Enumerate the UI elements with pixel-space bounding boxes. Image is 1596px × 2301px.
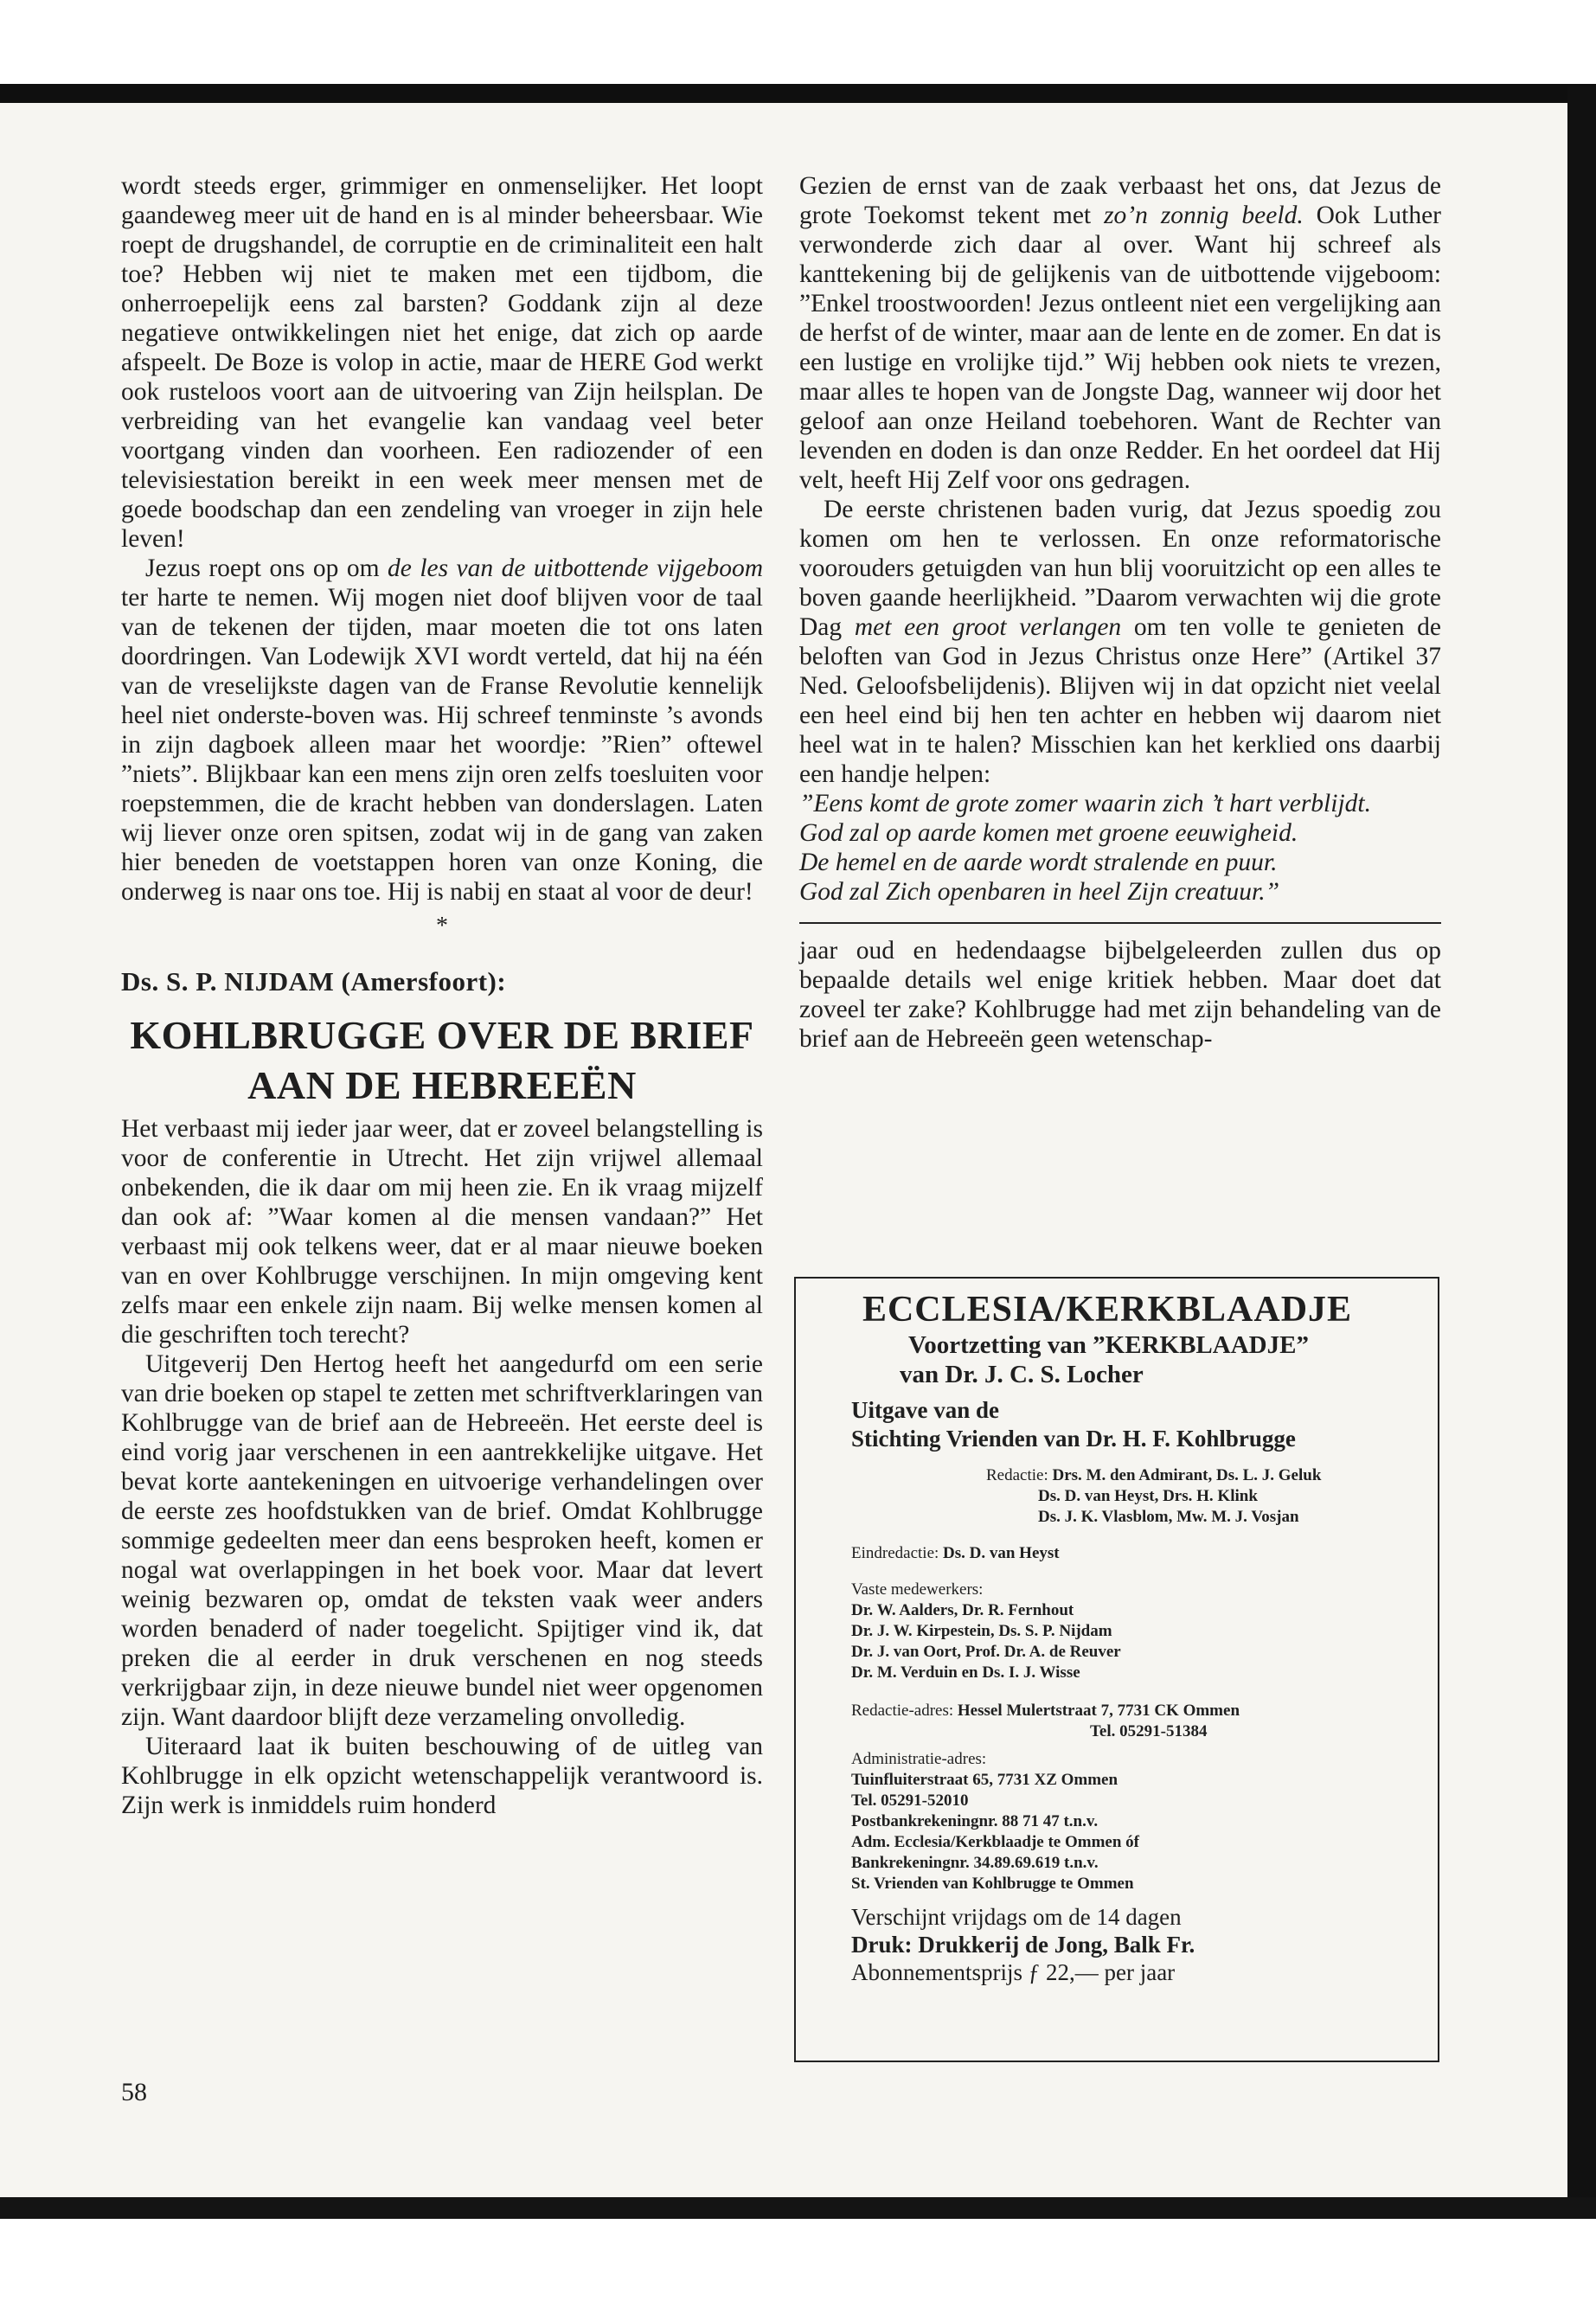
paragraph: jaar oud en hedendaagse bijbelgeleerden zullen dus op bepaalde details wel enige kritiek hebben. Maar doet dat zoveel ter zake? Kohlbrugge had met zijn behandeling van de brief aan de Hebreeën geen wetenschap- bbox=[799, 937, 1441, 1053]
admin-label: Administratie-adres: bbox=[851, 1750, 987, 1768]
article-author: Ds. S. P. NIJDAM (Amersfoort): bbox=[121, 966, 507, 997]
list-item: Postbankrekeningnr. 88 71 47 t.n.v. bbox=[851, 1812, 1099, 1830]
verschijnt-line: Verschijnt vrijdags om de 14 dagen bbox=[851, 1904, 1182, 1930]
list-item: St. Vrienden van Kohlbrugge te Ommen bbox=[851, 1875, 1134, 1893]
text: Ook Luther verwonderde zich daar al over. Want hij schreef als kanttekening bij de gelijkenis van de uitbottende vijgeboom: ”Enkel troostwoorden! Jezus ontleent niet een vergelijking aan de herfst of de winter, maar aan de lente en de zomer. En dat is een lustige en vrolijke tijd.” Wij hebben ook niets te vrezen, maar alles te hopen van de Jongste Dag, wanneer wij door het geloof aan onze Heiland toebehoren. Want de Rechter van levenden en doden is dan onze Redder. En het oordeel dat Hij velt, heeft Hij Zelf voor ons gedragen. bbox=[799, 202, 1441, 494]
list-item: Tel. 05291-52010 bbox=[851, 1791, 969, 1810]
value: Ds. D. van Heyst bbox=[943, 1544, 1060, 1562]
text: ter harte te nemen. Wij mogen niet doof blijven voor de taal van de tekenen der tijden, maar moeten die tot ons laten doordringen. Van Lodewijk XVI wordt verteld, dat hij na één van de vreselijkste dagen van de Franse Revolutie kennelijk heel niet onderste-boven was. Hij schreef tenminste ’s avonds in zijn dagboek alleen maar het woordje: ”Rien” oftewel ”niets”. Blijkbaar kan een mens zijn oren zelfs toesluiten voor roepstemmen, die de kracht hebben van donderslagen. Laten wij liever onze oren spitsen, zodat wij in de gang van zaken hier beneden de voetstappen horen van onze Koning, die onderweg is naar ons toe. Hij is nabij en staat al voor de deur! bbox=[121, 584, 763, 906]
label: Redactie: bbox=[986, 1466, 1053, 1484]
page-number: 58 bbox=[121, 2078, 147, 2106]
text: De eerste christenen baden vurig, dat Jezus spoedig zou komen om hen te verlossen. En onze reformatorische voorouders getuigden van hun blij vooruitzicht op een alles te boven gaande heerlijkheid. ”Daarom verwachten wij die grote Dag bbox=[799, 496, 1441, 641]
scan-bottom-border bbox=[0, 2197, 1596, 2219]
value: Druk: Drukkerij de Jong, Balk Fr. bbox=[851, 1932, 1195, 1958]
paragraph: wordt steeds erger, grimmiger en onmenselijker. Het loopt gaandeweg meer uit de hand en is al minder beheersbaar. Wie roept de drugshandel, de corruptie en de criminaliteit een halt toe? Hebben wij niet te maken met een tijdbom, die onherroepelijk eens zal barsten? Goddank zijn al deze negatieve ontwikkelingen niet het enige, dat zich op aarde afspeelt. De Boze is volop in actie, maar de HERE God werkt ook rusteloos voort aan de uitvoering van Zijn heilsplan. De verbreiding van het evangelie kan vandaag veel beter voortgang vinden dan voorheen. Een radiozender of een televisiestation bereikt in een week meer mensen met de goede boodschap dan een zendeling van vroeger in zijn hele leven! bbox=[121, 172, 763, 553]
scan-top-border bbox=[0, 84, 1596, 103]
right-column bbox=[799, 171, 1441, 1054]
list-item: Dr. J. W. Kirpestein, Ds. S. P. Nijdam bbox=[851, 1622, 1112, 1640]
italic-text: met een groot verlangen bbox=[854, 613, 1122, 641]
redactie-line: Ds. D. van Heyst, Drs. H. Klink bbox=[1038, 1487, 1258, 1505]
list-item: Dr. W. Aalders, Dr. R. Fernhout bbox=[851, 1601, 1074, 1619]
abonnement-line: Abonnementsprijs ƒ 22,— per jaar bbox=[851, 1959, 1176, 1985]
divider bbox=[799, 922, 1441, 924]
redactie-tel: Tel. 05291-51384 bbox=[1090, 1722, 1208, 1740]
masthead-subtitle: Voortzetting van ”KERKBLAADJE” bbox=[908, 1331, 1309, 1359]
text: om ten volle te genieten de beloften van God in Jezus Christus onze Here” (Artikel 37 Ned. Geloofsbelijdenis). Blijven wij in dat opzicht niet veelal een heel eind bij hen ten achter en hebben wij daarom niet heel wat in te halen? Misschien kan het kerklied ons daarbij een handje helpen: bbox=[799, 613, 1441, 788]
masthead-publisher: Uitgave van de bbox=[851, 1397, 999, 1423]
medewerkers-label: Vaste medewerkers: bbox=[851, 1580, 984, 1599]
section-separator: * bbox=[436, 913, 448, 939]
text: Gezien de ernst van de zaak verbaast het ons, dat Jezus de grote Toekomst tekent met bbox=[799, 172, 1441, 229]
italic-text: de les van de uitbottende vijgeboom bbox=[388, 554, 763, 582]
masthead-subtitle: van Dr. J. C. S. Locher bbox=[900, 1361, 1144, 1388]
eindredactie-line bbox=[796, 1543, 1419, 1564]
redactie-line: Ds. J. K. Vlasblom, Mw. M. J. Vosjan bbox=[1038, 1508, 1299, 1526]
paragraph: Uitgeverij Den Hertog heeft het aangedurfd om een serie van drie boeken op stapel te zetten met schriftverklaringen van Kohlbrugge van de brief aan de Hebreeën. Het eerste deel is eind vorig jaar verschenen in een aantrekkelijke uitgave. Het bevat korte aantekeningen en uitvoerige verhandelingen over de eerste zes hoofdstukken van de brief. Omdat Kohlbrugge sommige gedeelten meer dan eens besproken heeft, komen er nogal wat overlappingen in het boek voor. Maar dat levert weinig bezwaren op, omdat de teksten vaak weer anders worden benaderd of nader toegelicht. Spijtiger vind ik, dat preken die al eerder in druk verschenen en nog steeds verkrijgbaar zijn, in deze nieuwe bundel niet weer opgenomen zijn. Want daardoor blijft deze verzameling onvolledig. bbox=[121, 1350, 763, 1731]
list-item: Dr. J. van Oort, Prof. Dr. A. de Reuver bbox=[851, 1643, 1121, 1661]
value: Drs. M. den Admirant, Ds. L. J. Geluk bbox=[1052, 1466, 1322, 1484]
paragraph-luther bbox=[799, 171, 1441, 495]
hymn-quote bbox=[799, 789, 1441, 907]
medewerkers-list bbox=[796, 1600, 1419, 1683]
redactie-adres-line bbox=[796, 1701, 1419, 1721]
poem-line: De hemel en de aarde wordt stralende en puur. bbox=[799, 849, 1278, 876]
list-item: Bankrekeningnr. 34.89.69.619 t.n.v. bbox=[851, 1854, 1099, 1872]
admin-list bbox=[796, 1770, 1419, 1894]
scan-bottom-margin bbox=[0, 2219, 1596, 2301]
list-item: Tuinfluiterstraat 65, 7731 XZ Ommen bbox=[851, 1771, 1118, 1789]
list-item: Dr. M. Verduin en Ds. I. J. Wisse bbox=[851, 1663, 1080, 1682]
druk-line bbox=[796, 1931, 1419, 1958]
scan-right-border bbox=[1567, 87, 1596, 2214]
paragraph-christenen bbox=[799, 495, 1441, 789]
left-column bbox=[121, 171, 763, 1820]
masthead-publisher: Stichting Vrienden van Dr. H. F. Kohlbrugge bbox=[851, 1426, 1296, 1452]
text: Jezus roept ons op om bbox=[145, 554, 388, 582]
paragraph: Uiteraard laat ik buiten beschouwing of de uitleg van Kohlbrugge in elk opzicht wetenschappelijk verantwoord is. Zijn werk is inmiddels ruim honderd bbox=[121, 1733, 763, 1819]
paragraph-jezus bbox=[121, 554, 763, 907]
list-item: Adm. Ecclesia/Kerkblaadje te Ommen óf bbox=[851, 1833, 1139, 1851]
poem-line: God zal Zich openbaren in heel Zijn creatuur.” bbox=[799, 878, 1280, 906]
article-heading-line1: KOHLBRUGGE OVER DE BRIEF bbox=[130, 1013, 754, 1057]
label: Redactie-adres: bbox=[851, 1702, 958, 1720]
article-heading-line2: AAN DE HEBREEËN bbox=[247, 1063, 637, 1107]
poem-line: God zal op aarde komen met groene eeuwigheid. bbox=[799, 819, 1298, 847]
scan-top-margin bbox=[0, 0, 1596, 87]
masthead-box bbox=[794, 1277, 1439, 2062]
italic-text: zo’n zonnig beeld. bbox=[1104, 202, 1304, 229]
label: Eindredactie: bbox=[851, 1544, 944, 1562]
redactie-line bbox=[796, 1465, 1419, 1486]
poem-line: ”Eens komt de grote zomer waarin zich ’t hart verblijdt. bbox=[799, 790, 1371, 817]
masthead-title: ECCLESIA/KERKBLAADJE bbox=[862, 1290, 1353, 1330]
value: Hessel Mulertstraat 7, 7731 CK Ommen bbox=[957, 1702, 1240, 1720]
paragraph: Het verbaast mij ieder jaar weer, dat er zoveel belangstelling is voor de conferentie in Utrecht. Het zijn vrijwel allemaal onbekenden, die ik daar om mij heen zie. En ik vraag mijzelf dan ook af: ”Waar komen al die mensen vandaan?” Het verbaast mij ook telkens weer, dat er al maar nieuwe boeken van en over Kohlbrugge verschijnen. In mijn omgeving kent zelfs maar een enkele zijn naam. Bij welke mensen komen al die geschriften toch terecht? bbox=[121, 1115, 763, 1349]
